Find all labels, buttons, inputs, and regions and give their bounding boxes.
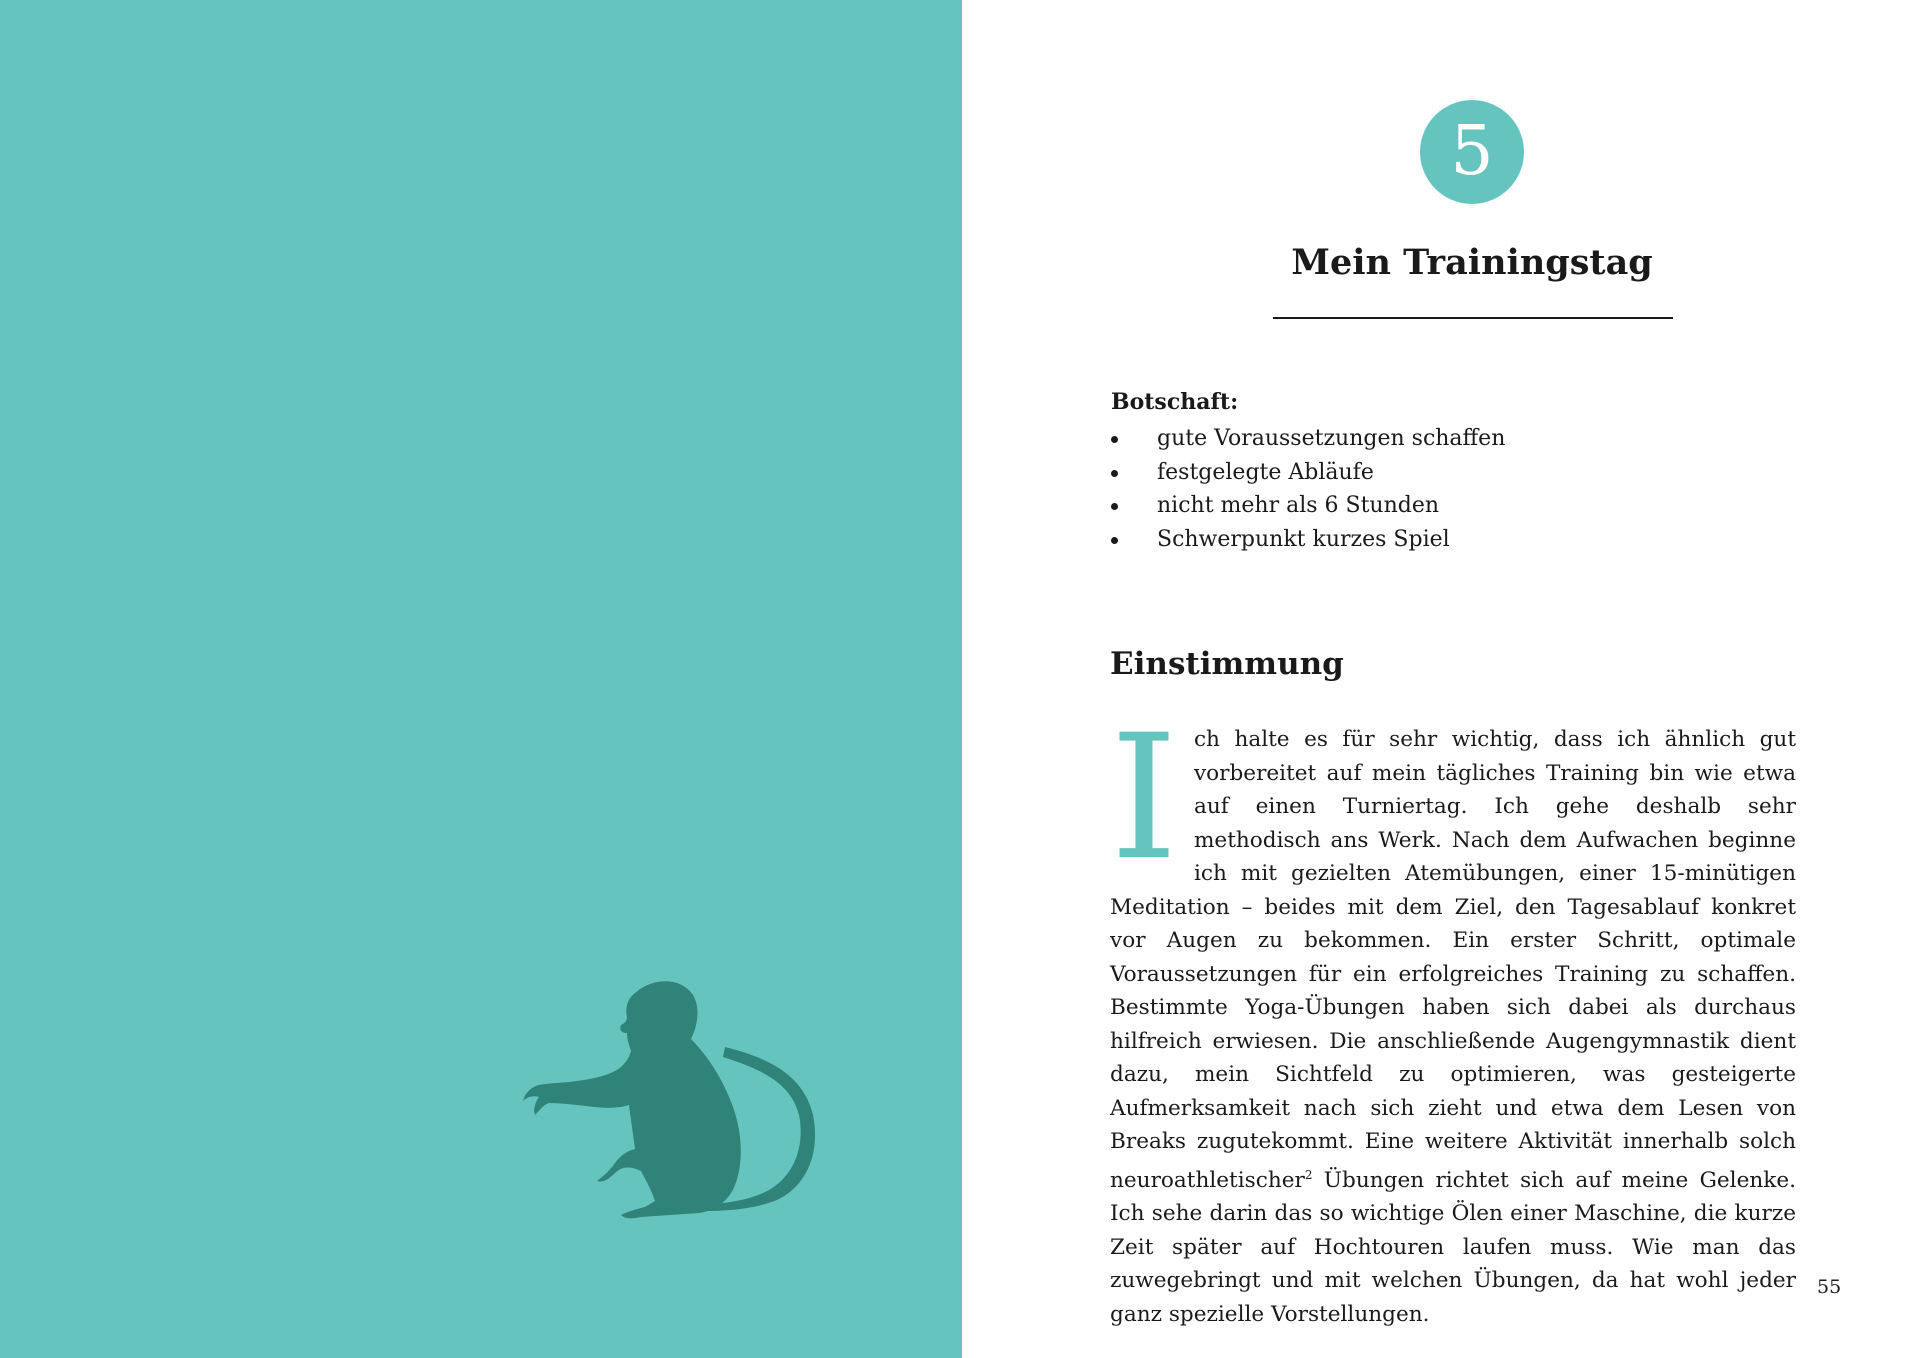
list-item xyxy=(1111,456,1505,490)
bullet-icon xyxy=(1111,537,1118,544)
chapter-number-badge: 5 xyxy=(1420,100,1524,204)
section-title: Einstimmung xyxy=(1110,646,1344,682)
list-item xyxy=(1111,523,1505,557)
title-divider xyxy=(1273,317,1673,319)
bullet-icon xyxy=(1111,503,1118,510)
list-item xyxy=(1111,422,1505,456)
page-number: 55 xyxy=(1817,1276,1842,1298)
list-item-text: nicht mehr als 6 Stunden xyxy=(1157,493,1440,518)
list-item-text: gute Voraussetzungen schaffen xyxy=(1157,426,1506,451)
list-item-text: festgelegte Abläufe xyxy=(1157,459,1374,485)
body-text-part-2: Übungen richtet sich auf meine Gelenke. Ich sehe darin das so wichtige Ölen einer Maschine, die kurze Zeit später auf Hochtouren laufen muss. Wie man das zuwegebringt und mit welchen Übungen, da hat wohl jeder ganz spezielle Vorstellungen. xyxy=(1110,1167,1796,1327)
footnote-marker[interactable]: 2 xyxy=(1304,1167,1313,1182)
body-text-part-1: ch halte es für sehr wichtig, dass ich ähnlich gut vorbereitet auf mein tägliches Training bin wie etwa auf einen Turniertag. Ich gehe deshalb sehr methodisch ans Werk. Nach dem Aufwachen beginne ich mit gezielten Atemübungen, einer 15-minütigen Meditation – beides mit dem Ziel, den Tagesablauf konkret vor Augen zu bekommen. Ein erster Schritt, optimale Voraussetzungen für ein erfolgreiches Training zu schaffen. Bestimmte Yoga-Übungen haben sich dabei als durchaus hilfreich erwiesen. Die anschließende Augengymnastik dient dazu, mein Sichtfeld zu optimieren, was gesteigerte Aufmerksamkeit nach sich zieht und etwa dem Lesen von Breaks zugutekommt. Eine weitere Aktivität innerhalb solch neuroathletischer xyxy=(1110,727,1796,1193)
message-bullet-list xyxy=(1111,422,1505,556)
bullet-icon xyxy=(1111,470,1118,477)
message-label: Botschaft: xyxy=(1111,389,1239,415)
right-page xyxy=(962,0,1920,1358)
list-item xyxy=(1111,489,1505,523)
body-paragraph xyxy=(1110,697,1796,1331)
monkey-silhouette-icon xyxy=(515,975,815,1230)
drop-cap: I xyxy=(1110,697,1178,898)
list-item-text: Schwerpunkt kurzes Spiel xyxy=(1157,526,1450,552)
chapter-title: Mein Trainingstag xyxy=(1291,242,1653,283)
bullet-icon xyxy=(1111,436,1118,443)
